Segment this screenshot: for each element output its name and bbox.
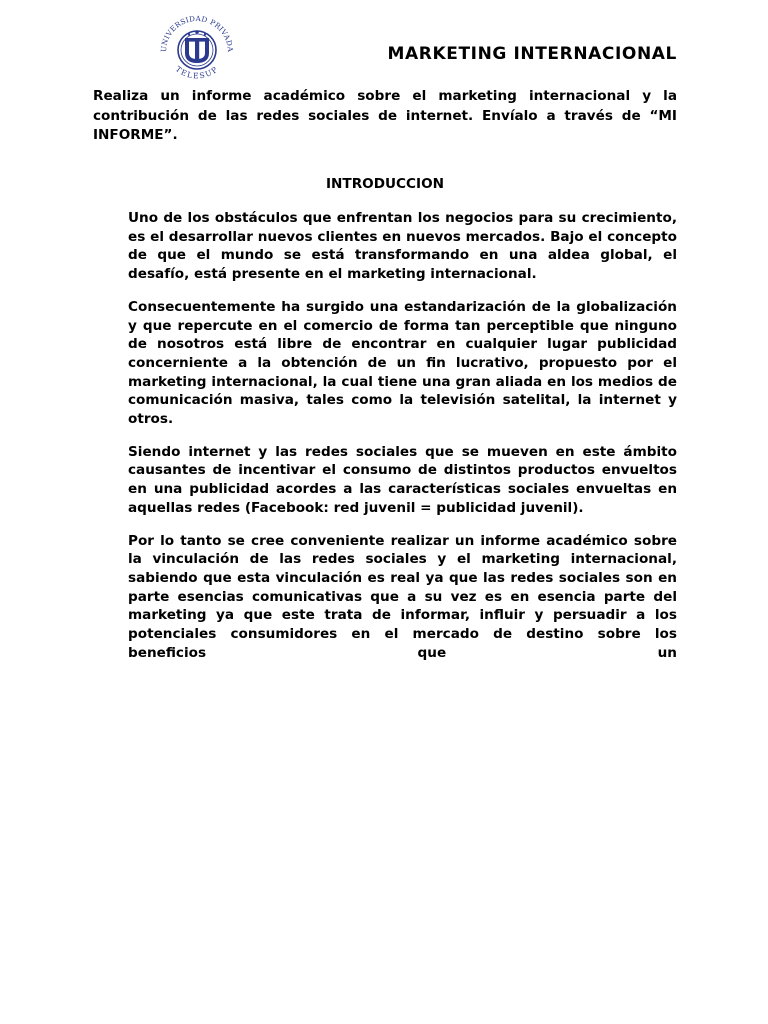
svg-text:TELESUP: TELESUP: [173, 64, 221, 81]
section-heading: INTRODUCCION: [326, 176, 444, 192]
introduction-body: [128, 209, 677, 661]
paragraph: Siendo internet y las redes sociales que se mueven en este ámbito causantes de incentivar el consumo de distintos productos envueltos en una publicidad acordes a las características sociales envueltas en aquellas redes (Facebook: red juvenil = publicidad juvenil).: [128, 443, 677, 516]
assignment-instruction: Realiza un informe académico sobre el marketing internacional y la contribución de las redes sociales de internet. Envíalo a través de “MI INFORME”.: [93, 88, 677, 143]
document-title: MARKETING INTERNACIONAL: [387, 44, 677, 64]
paragraph: Uno de los obstáculos que enfrentan los negocios para su crecimiento, es el desarrollar nuevos clientes en nuevos mercados. Bajo el concepto de que el mundo se está transformando en una aldea global, el desafío, está presente en el marketing internacional.: [128, 210, 677, 283]
paragraph: Consecuentemente ha surgido una estandarización de la globalización y que repercute en el comercio de forma tan perceptible que ninguno de nosotros está libre de encontrar en cualquier lugar publicidad concerniente a la obtención de un fin lucrativo, propuesto por el marketing internacional, la cual tiene una gran aliada en los medios de comunicación masiva, tales como la televisión satelital, la internet y otros.: [128, 298, 677, 428]
university-seal-logo: [156, 14, 238, 84]
svg-text:UNIVERSIDAD PRIVADA: UNIVERSIDAD PRIVADA: [158, 14, 236, 53]
paragraph: Por lo tanto se cree conveniente realizar un informe académico sobre la vinculación de las redes sociales y el marketing internacional, sabiendo que esta vinculación es real ya que las redes sociales son en parte esencias comunicativas que a su vez es en esencia parte del marketing ya que este trata de informar, influir y persuadir a los potenciales consumidores en el mercado de destino sobre los beneficios que un: [128, 532, 677, 661]
